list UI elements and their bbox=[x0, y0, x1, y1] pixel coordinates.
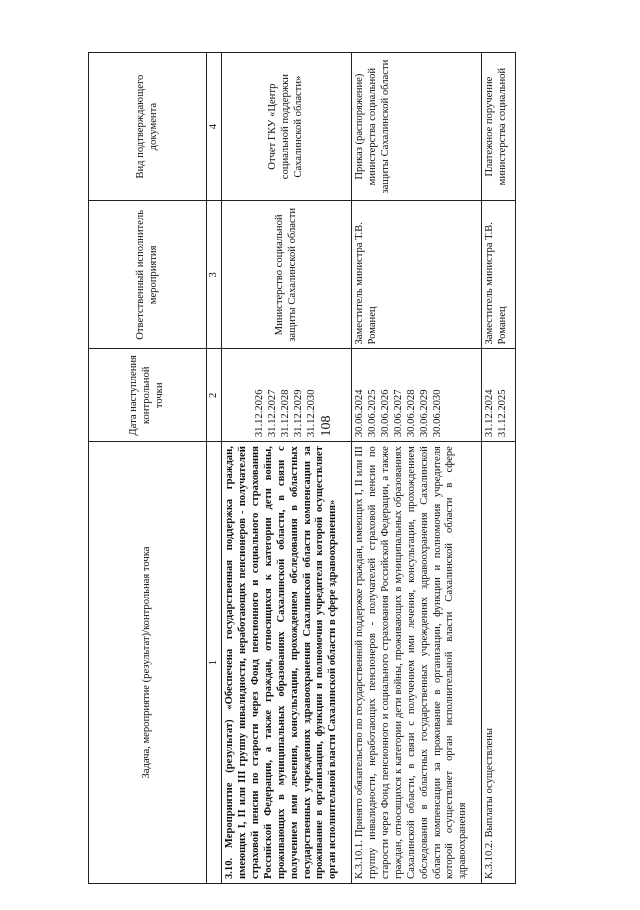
document-cell: Платежное поручение министерства социальной bbox=[482, 53, 516, 201]
dates-cell bbox=[222, 349, 352, 442]
executor-cell: Заместитель министра Т.В. Романец bbox=[352, 201, 482, 349]
header-document: Вид подтверждающего документа bbox=[89, 53, 207, 201]
date-value: 30.06.2027 bbox=[392, 389, 404, 438]
page-number: 108 bbox=[319, 415, 334, 437]
control-points-table bbox=[88, 52, 516, 884]
col-number-3: 3 bbox=[207, 201, 222, 349]
table-row bbox=[352, 53, 482, 884]
document-cell: Отчет ГКУ «Центр социальной поддержки Сахалинской области» bbox=[222, 53, 352, 201]
date-value: 30.06.2025 bbox=[366, 389, 378, 438]
date-value: 30.06.2029 bbox=[418, 389, 430, 438]
rotated-table-sheet bbox=[88, 52, 614, 884]
header-task: Задача, мероприятие (результат)/контрольная точка bbox=[89, 442, 207, 884]
table-row bbox=[222, 53, 352, 884]
executor-cell: Министерство социальной защиты Сахалинской области bbox=[222, 201, 352, 349]
header-executor: Ответственный исполнитель мероприятия bbox=[89, 201, 207, 349]
col-number-1: 1 bbox=[207, 442, 222, 884]
date-value: 31.12.2030 bbox=[305, 389, 317, 438]
document-cell: Приказ (распоряжение) министерства социальной защиты Сахалинской области bbox=[352, 53, 482, 201]
header-date: Дата наступления контрольной точки bbox=[89, 349, 207, 442]
task-cell: К.3.10.2. Выплаты осуществлены bbox=[482, 442, 516, 884]
date-value: 30.06.2028 bbox=[405, 389, 417, 438]
executor-cell: Заместитель министра Т.В. Романец bbox=[482, 201, 516, 349]
date-value: 30.06.2026 bbox=[379, 389, 391, 438]
date-value: 31.12.2027 bbox=[267, 389, 279, 438]
dates-cell bbox=[352, 349, 482, 442]
date-value: 31.12.2029 bbox=[292, 389, 304, 438]
date-value: 31.12.2024 bbox=[484, 389, 495, 438]
dates-cell bbox=[482, 349, 516, 442]
date-value: 30.06.2024 bbox=[354, 389, 365, 438]
task-cell: 3.10. Мероприятие (результат) «Обеспечена государственная поддержка граждан, имеющих I, II или III группу инвалидности, неработающих пенсионеров - получателей страховой пенсии по старости через Фонд пенсионного и социального страхования Российской Федерации, а также граждан, относящихся к категории дети войны, проживающих в муниципальных образованиях Сахалинской области, в связи с получением ими лечения, консультации, прохождением обследования в областных государственных учреждениях здравоохранения Сахалинской области компенсации за проживание в организации, функции и полномочия учредителя которой осуществляет орган исполнительной власти Сахалинской области в сфере здравоохранения» bbox=[222, 442, 352, 884]
col-number-2: 2 bbox=[207, 349, 222, 442]
table-header-row bbox=[89, 53, 207, 884]
col-number-4: 4 bbox=[207, 53, 222, 201]
column-number-row bbox=[207, 53, 222, 884]
date-value: 31.12.2026 bbox=[254, 389, 266, 438]
date-value: 30.06.2030 bbox=[431, 389, 443, 438]
table-row bbox=[482, 53, 516, 884]
task-cell: К.3.10.1. Принято обязательство по государственной поддержке граждан, имеющих I, II или III группу инвалидности, неработающих пенсионеров - получателей страховой пенсии по старости через Фонд пенсионного и социального страхования Российской Федерации, а также граждан, относящихся к категории дети войны, проживающих в муниципальных образованиях Сахалинской области, в связи с получением ими лечения, консультации, прохождением обследования в областных государственных учреждениях здравоохранения Сахалинской области компенсации за проживание в организации, функции и полномочия учредителя которой осуществляет орган исполнительной власти Сахалинской области в сфере здравоохранения bbox=[352, 442, 482, 884]
date-value: 31.12.2025 bbox=[496, 389, 508, 438]
date-value: 31.12.2028 bbox=[280, 389, 292, 438]
